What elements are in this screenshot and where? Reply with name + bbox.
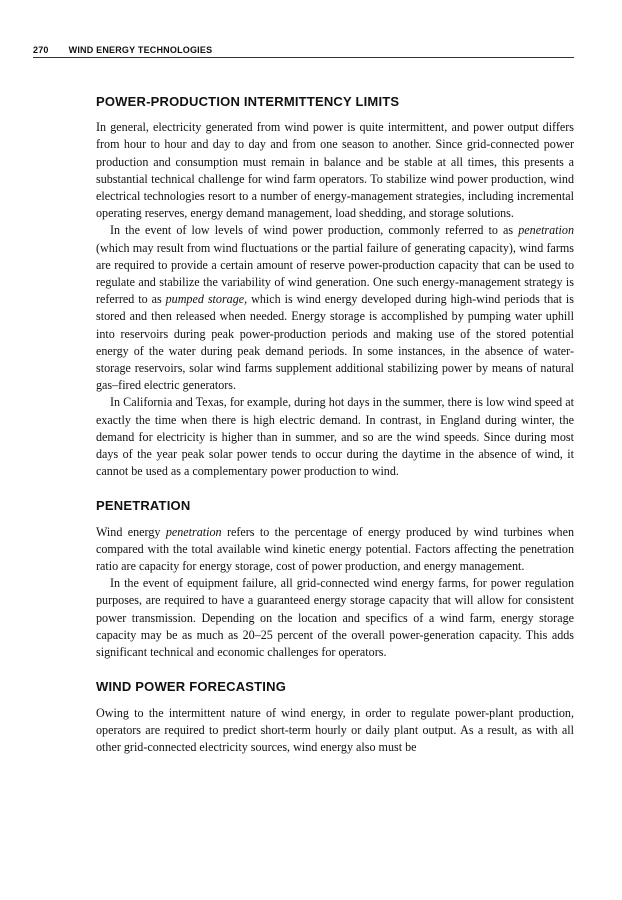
running-header: [33, 45, 574, 58]
paragraph-text: In California and Texas, for example, during hot days in the summer, there is low wind speed at exactly the time when there is high electric demand. In contrast, in England during winter, the demand for electricity is higher than in summer, and so are the wind speeds. Since during most days of the year peak solar power tends to occur during the daytime in the absence of wind, it cannot be used as a complementary power production to wind.: [96, 395, 574, 479]
paragraph-text: In the event of equipment failure, all grid-connected wind energy farms, for power regulation purposes, are required to have a guaranteed energy storage capacity that will allow for consistent power transmission. Depending on the location and specifics of a wind farm, energy storage capacity may be as much as 20–25 percent of the overall power-generation capacity. This adds significant technical and economic challenges for operators.: [96, 576, 574, 660]
paragraph-text: In general, electricity generated from wind power is quite intermittent, and power output differs from hour to hour and day to day and from one season to another. Since grid-connected power production and consumption must remain in balance and be stable at all times, this presents a substantial technical challenge for wind farm operators. To stabilize wind power production, wind electrical technologies resort to a number of energy-management strategies, including incremental operating reserves, energy demand management, load shedding, and storage solutions.: [96, 120, 574, 221]
paragraph: [96, 524, 574, 576]
paragraph-text: In the event of low levels of wind power production, commonly referred to as: [110, 223, 519, 238]
body-text: [96, 93, 574, 773]
paragraph-text: refers to the percentage of energy produced by wind turbines when compared with the total available wind kinetic energy potential. Factors affecting the penetration ratio are capacity for energy storage, cost of power production, and energy management.: [96, 524, 574, 574]
paragraph-text: Owing to the intermittent nature of wind energy, in order to regulate power-plant production, operators are required to predict short-term hourly or daily plant output. As a result, as with all other grid-connected electricity sources, wind energy also must be: [96, 705, 574, 754]
italic-term: pumped storage,: [165, 292, 248, 307]
paragraph-text: Wind energy: [96, 524, 166, 539]
paragraph-text: which is wind energy developed during high-wind periods that is stored and then released when needed. Energy storage is accomplished by pumping water uphill into reservoirs during peak power-production periods and making use of the stored potential energy of the water during peak demand periods. In some instances, in the absence of water-storage reservoirs, solar wind farms supplement additional stabilizing power by means of natural gas–fired electric generators.: [96, 292, 574, 393]
section-heading: POWER-PRODUCTION INTERMITTENCY LIMITS: [96, 94, 400, 109]
italic-term: penetration: [165, 524, 222, 539]
page-number: 270: [33, 45, 49, 55]
paragraph: [96, 705, 574, 757]
italic-term: penetration: [518, 223, 574, 238]
paragraph: [96, 394, 574, 480]
section-penetration: [96, 497, 574, 661]
running-title: WIND ENERGY TECHNOLOGIES: [68, 45, 213, 55]
paragraph: [96, 119, 574, 222]
section-heading: PENETRATION: [96, 498, 191, 514]
paragraph: [96, 575, 574, 661]
paragraph: [96, 222, 574, 394]
paragraph-text: (which may result from wind fluctuations or the partial failure of generating capacity), wind farms are required to provide a certain amount of reserve power-production capacity that can be used to regulate and stabilize the variability of wind generation. One such energy-management strategy is referred to as: [96, 240, 574, 307]
section-intermittency: [96, 93, 574, 480]
section-forecasting: [96, 678, 574, 756]
section-heading: WIND POWER FORECASTING: [96, 679, 287, 695]
